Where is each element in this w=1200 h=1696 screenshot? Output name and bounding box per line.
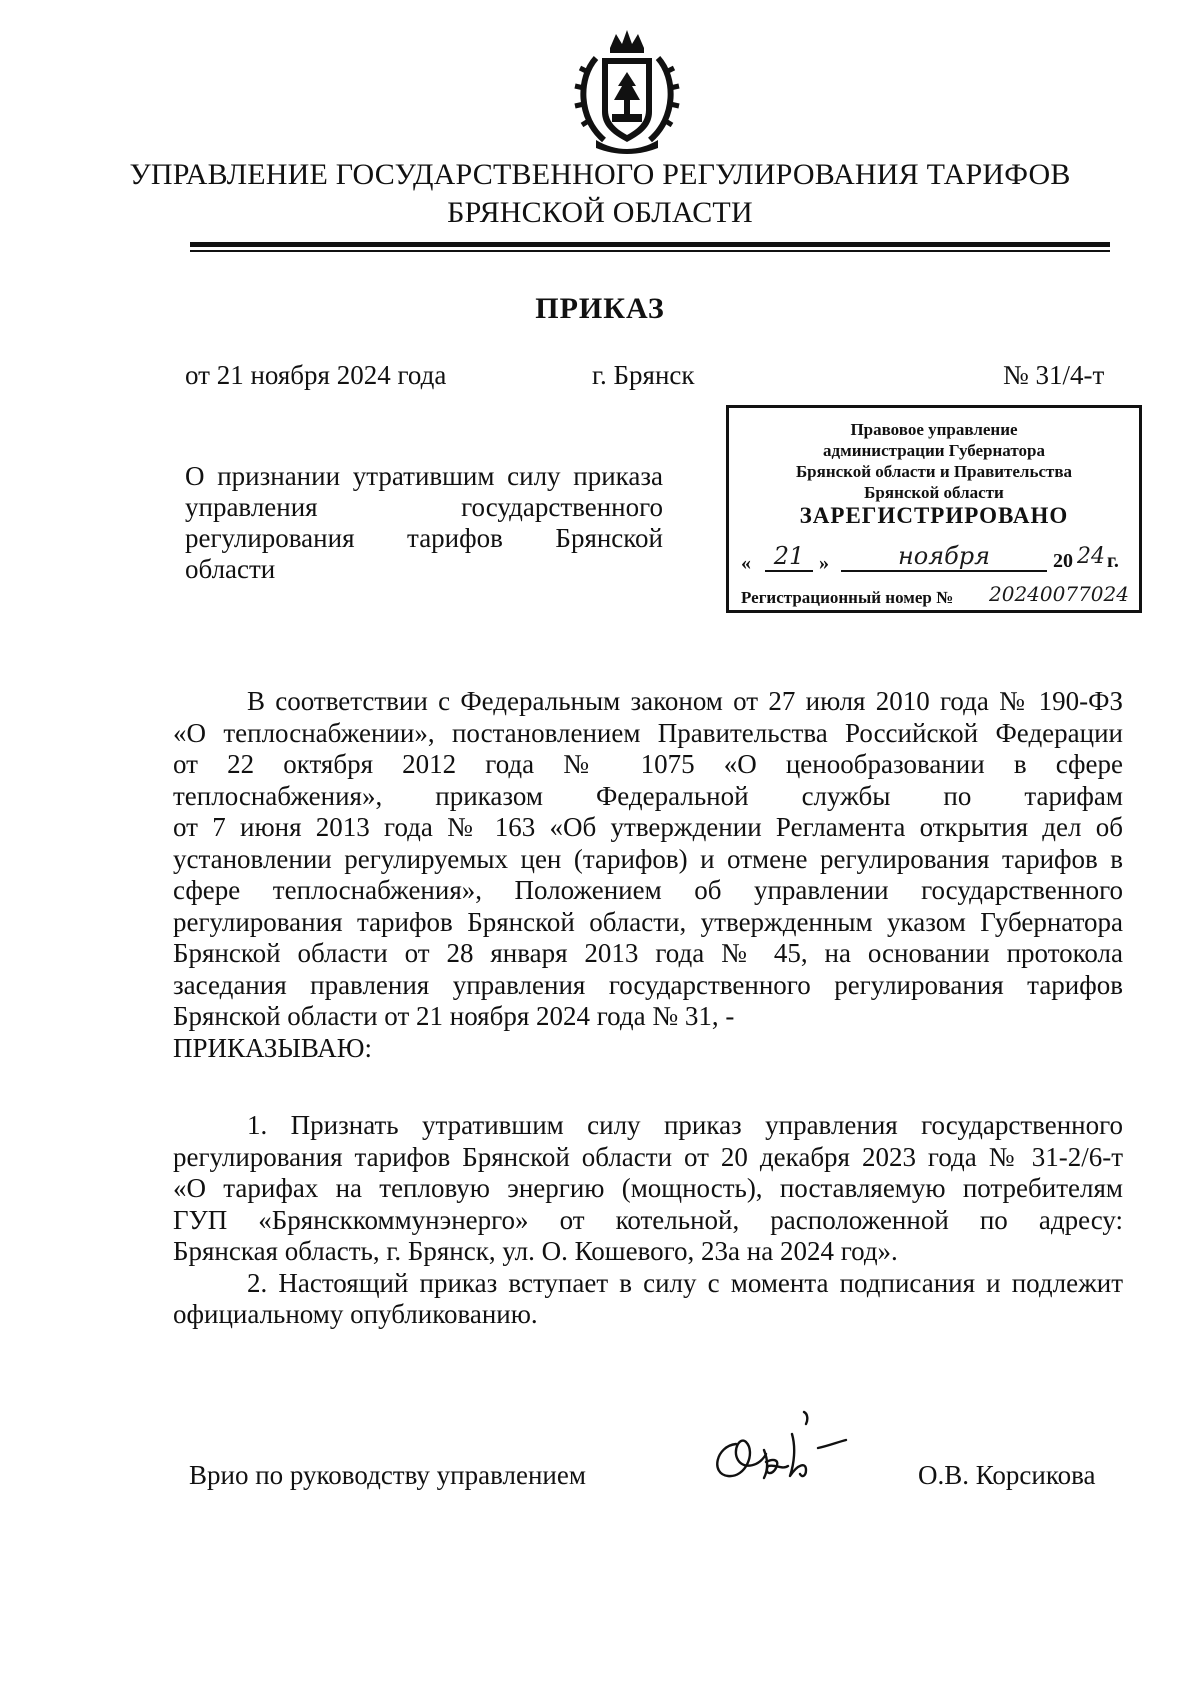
stamp-month: ноября: [841, 542, 1047, 572]
order-clauses: [173, 1110, 1123, 1331]
signatory-position: Врио по руководству управлением: [189, 1460, 586, 1490]
preamble-line: теплоснабжения», приказом Федеральной службы по тарифам: [173, 780, 1123, 811]
document-type-title: ПРИКАЗ: [535, 292, 665, 325]
stamp-line: администрации Губернатора: [823, 441, 1045, 460]
order-word: ПРИКАЗЫВАЮ:: [173, 1032, 372, 1063]
stamp-reg-label: Регистрационный номер №: [741, 588, 954, 607]
preamble-line: сфере теплоснабжения», Положением об управлении государственного: [173, 875, 1123, 905]
organization-name-line2: БРЯНСКОЙ ОБЛАСТИ: [447, 196, 753, 229]
preamble-line: от 22 октября 2012 года № 1075 «О ценообразовании в сфере: [173, 749, 1123, 779]
stamp-year-prefix: 20: [1053, 550, 1073, 572]
preamble-line: В соответствии с Федеральным законом от 27 июля 2010 года № 190-ФЗ: [247, 686, 1123, 716]
clause-line: регулирования тарифов Брянской области от 20 декабря 2023 года № 31-2/6-т: [173, 1141, 1123, 1172]
clause-line: 2. Настоящий приказ вступает в силу с момента подписания и подлежит: [247, 1267, 1123, 1298]
preamble-line: регулирования тарифов Брянской области, утвержденным указом Губернатора: [173, 906, 1123, 937]
clause-line: Брянская область, г. Брянск, ул. О. Кошевого, 23а на 2024 год».: [173, 1236, 898, 1266]
stamp-line: Брянской области: [864, 483, 1004, 502]
preamble: [173, 686, 1123, 1064]
subject-line: области: [185, 554, 276, 584]
preamble-line: Брянской области от 28 января 2013 года № 45, на основании протокола: [173, 938, 1123, 968]
stamp-reg-row: [741, 582, 1137, 610]
clause-line: официальному опубликованию.: [173, 1299, 538, 1329]
header-rule-thick: [190, 242, 1110, 247]
registration-stamp: [726, 405, 1142, 613]
stamp-year-mark: г.: [1107, 550, 1119, 572]
header-rule-thin: [190, 250, 1110, 252]
stamp-date-row: [741, 542, 1133, 576]
stamp-registered: ЗАРЕГИСТРИРОВАНО: [799, 503, 1069, 528]
stamp-day: 21: [765, 542, 813, 572]
document-subject: [185, 461, 663, 585]
organization-name-line1: УПРАВЛЕНИЕ ГОСУДАРСТВЕННОГО РЕГУЛИРОВАНИЯ ТАРИФОВ: [129, 158, 1071, 191]
document-city: г. Брянск: [592, 360, 695, 390]
stamp-line: Брянской области и Правительства: [795, 462, 1073, 481]
stamp-quote-open: «: [741, 552, 751, 574]
clause-line: ГУП «Брянсккоммунэнерго» от котельной, расположенной по адресу:: [173, 1204, 1123, 1235]
stamp-line: Правовое управление: [850, 420, 1018, 439]
stamp-reg-number: 20240077024: [989, 582, 1129, 606]
preamble-line: заседания правления управления государственного регулирования тарифов: [173, 969, 1123, 1000]
subject-line: О признании утратившим силу приказа: [185, 461, 663, 491]
handwritten-signature: [706, 1404, 856, 1486]
preamble-line: установлении регулируемых цен (тарифов) и отмене регулирования тарифов в: [173, 843, 1123, 874]
preamble-line: Брянской области от 21 ноября 2024 года № 31, -: [173, 1001, 735, 1031]
subject-line: регулирования тарифов Брянской: [185, 523, 663, 553]
stamp-quote-close: »: [819, 552, 829, 574]
coat-of-arms-icon: [566, 28, 688, 156]
stamp-year-suffix: 24: [1077, 544, 1105, 569]
clause-line: 1. Признать утратившим силу приказ управления государственного: [247, 1110, 1123, 1140]
document-date: от 21 ноября 2024 года: [185, 360, 447, 390]
document-number: № 31/4-т: [1003, 360, 1105, 390]
preamble-line: «О теплоснабжении», постановлением Правительства Российской Федерации: [173, 717, 1123, 748]
clause-line: «О тарифах на тепловую энергию (мощность), поставляемую потребителям: [173, 1173, 1123, 1203]
preamble-line: от 7 июня 2013 года № 163 «Об утверждении Регламента открытия дел об: [173, 812, 1123, 842]
signatory-name: О.В. Корсикова: [918, 1460, 1096, 1490]
subject-line: управления государственного: [185, 492, 663, 522]
